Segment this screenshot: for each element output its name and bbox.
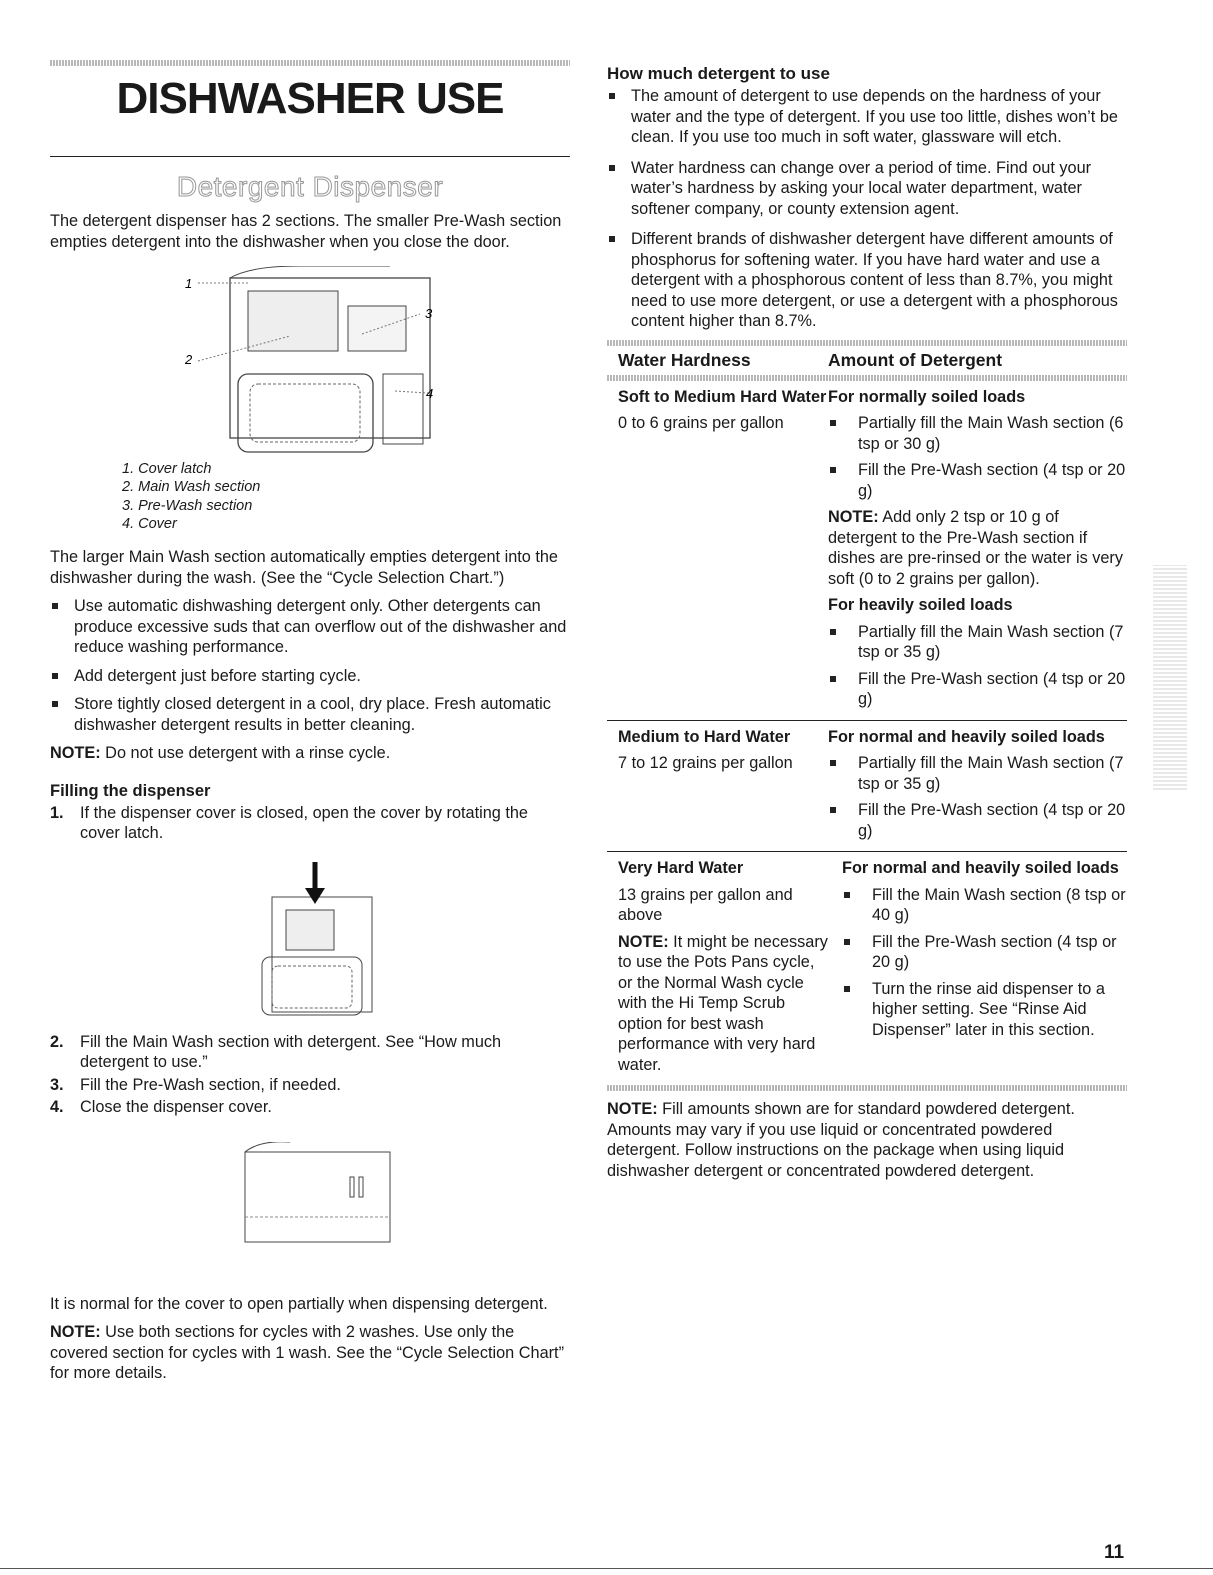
note-rinse: NOTE: Do not use detergent with a rinse cycle. xyxy=(50,744,391,763)
bullet-item: Fill the Pre-Wash section (4 tsp or 20 g) xyxy=(828,669,1127,710)
table-row xyxy=(607,852,1127,1085)
row-note: NOTE: Add only 2 tsp or 10 g of detergent to the Pre-Wash section if dishes are pre-rinsed or the water is very soft (0 to 2 grains per gallon). xyxy=(828,508,1123,588)
row-grains: 0 to 6 grains per gallon xyxy=(618,414,784,432)
left-column xyxy=(50,60,570,1384)
bottom-note: NOTE: Fill amounts shown are for standard powdered detergent. Amounts may vary if you use liquid or concentrated powdered detergent. Follow instructions on the package when using liquid dishwasher detergent or concentrated powdered detergent. xyxy=(607,1100,1075,1180)
page-title: DISHWASHER USE xyxy=(116,74,504,123)
how-much-heading: How much detergent to use xyxy=(607,64,830,83)
callout-1: 1 xyxy=(185,276,193,291)
legend-item: 4. Cover xyxy=(122,515,177,532)
closed-cover-diagram xyxy=(50,1142,570,1282)
step-item: 2. Fill the Main Wash section with detergent. See “How much detergent to use.” xyxy=(50,1032,502,1072)
bullet-item: Partially fill the Main Wash section (7 tsp or 35 g) xyxy=(828,753,1127,794)
group-heading: For normally soiled loads xyxy=(828,387,1026,406)
bullet-item: The amount of detergent to use depends on the hardness of your water and the type of detergent. If you use too little, dishes won’t be clean. If you use too much in soft water, glassware will etch. xyxy=(607,86,1127,148)
table-top-rule xyxy=(607,340,1127,346)
title-bottom-rule xyxy=(50,156,570,157)
callout-4: 4 xyxy=(426,386,434,401)
callout-3: 3 xyxy=(425,306,433,321)
bullet-item: Use automatic dishwashing detergent only. Other detergents can produce excessive suds that can overflow out of the dishwasher and reduce washing performance. xyxy=(50,596,570,658)
group-heading: For normal and heavily soiled loads xyxy=(842,859,1119,877)
row-grains: 13 grains per gallon and above xyxy=(618,885,793,924)
table-header-rule xyxy=(607,375,1127,381)
row-hardness: Very Hard Water xyxy=(618,859,744,877)
bullet-item: Turn the rinse aid dispenser to a higher setting. See “Rinse Aid Dispenser” later in this section. xyxy=(842,979,1127,1041)
side-language-tab xyxy=(1153,565,1187,790)
bullet-item: Partially fill the Main Wash section (7 tsp or 35 g) xyxy=(828,622,1127,663)
open-cover-diagram xyxy=(50,862,570,1022)
title-top-rule xyxy=(50,60,570,66)
row-hardness: Soft to Medium Hard Water xyxy=(618,387,827,406)
bullet-item: Add detergent just before starting cycle. xyxy=(50,666,570,687)
bullet-item: Fill the Pre-Wash section (4 tsp or 20 g) xyxy=(828,460,1127,501)
table-header xyxy=(607,350,1127,375)
intro-text: The detergent dispenser has 2 sections. The smaller Pre-Wash section empties detergent into the dishwasher when you close the door. xyxy=(50,212,562,251)
section-title: Detergent Dispenser xyxy=(176,171,444,202)
step-item: 3. Fill the Pre-Wash section, if needed. xyxy=(50,1075,341,1094)
dispenser-figure xyxy=(50,266,570,456)
cover-text: It is normal for the cover to open partially when dispensing detergent. xyxy=(50,1294,548,1313)
callout-2: 2 xyxy=(185,352,193,367)
open-cover-figure xyxy=(50,862,570,1022)
figure-legend xyxy=(122,460,570,533)
bullet-item: Different brands of dishwasher detergent have different amounts of phosphorus for softening water. If you have hard water and use a detergent with a phosphorous content of less than 8.7%, you might need to use more detergent, or use a detergent with a phosphorous content higher than 8.7%. xyxy=(607,229,1127,332)
main-wash-text: The larger Main Wash section automatically empties detergent into the dishwasher during the wash. (See the “Cycle Selection Chart.”) xyxy=(50,548,558,587)
col-amount-detergent: Amount of Detergent xyxy=(828,349,1003,370)
legend-item: 3. Pre-Wash section xyxy=(122,497,253,514)
right-column xyxy=(607,60,1127,1181)
step-item: 1. If the dispenser cover is closed, open the cover by rotating the cover latch. xyxy=(50,803,528,843)
filling-heading: Filling the dispenser xyxy=(50,781,211,800)
row-grains: 7 to 12 grains per gallon xyxy=(618,754,793,772)
bullet-item: Fill the Pre-Wash section (4 tsp or 20 g) xyxy=(828,800,1127,841)
table-bottom-rule xyxy=(607,1085,1127,1091)
dispenser-diagram xyxy=(50,266,570,456)
legend-item: 2. Main Wash section xyxy=(122,479,261,496)
row-note: NOTE: It might be necessary to use the Pots Pans cycle, or the Normal Wash cycle with the Hi Temp Scrub option for best wash performance with very hard water. xyxy=(618,932,828,1074)
row-hardness: Medium to Hard Water xyxy=(618,727,791,746)
table-row xyxy=(607,381,1127,720)
bullet-item: Partially fill the Main Wash section (6 tsp or 30 g) xyxy=(828,413,1127,454)
col-water-hardness: Water Hardness xyxy=(618,349,751,370)
note-sections: NOTE: Use both sections for cycles with 2 washes. Use only the covered section for cycles with 1 wash. See the “Cycle Selection Chart” for more details. xyxy=(50,1323,564,1383)
page-number: 11 xyxy=(1104,1542,1125,1563)
bullet-item: Store tightly closed detergent in a cool, dry place. Fresh automatic dishwasher detergent results in better cleaning. xyxy=(50,694,570,735)
bullet-item: Water hardness can change over a period of time. Find out your water’s hardness by asking your local water department, water softener company, or county extension agent. xyxy=(607,158,1127,220)
page-bottom-rule xyxy=(0,1568,1213,1569)
bullet-item: Fill the Main Wash section (8 tsp or 40 g) xyxy=(842,885,1127,926)
step-item: 4. Close the dispenser cover. xyxy=(50,1098,272,1117)
bullet-item: Fill the Pre-Wash section (4 tsp or 20 g) xyxy=(842,932,1127,973)
group-heading: For heavily soiled loads xyxy=(828,596,1013,614)
group-heading: For normal and heavily soiled loads xyxy=(828,727,1105,746)
legend-item: 1. Cover latch xyxy=(122,461,212,477)
table-row xyxy=(607,721,1127,852)
closed-cover-figure xyxy=(50,1142,570,1282)
